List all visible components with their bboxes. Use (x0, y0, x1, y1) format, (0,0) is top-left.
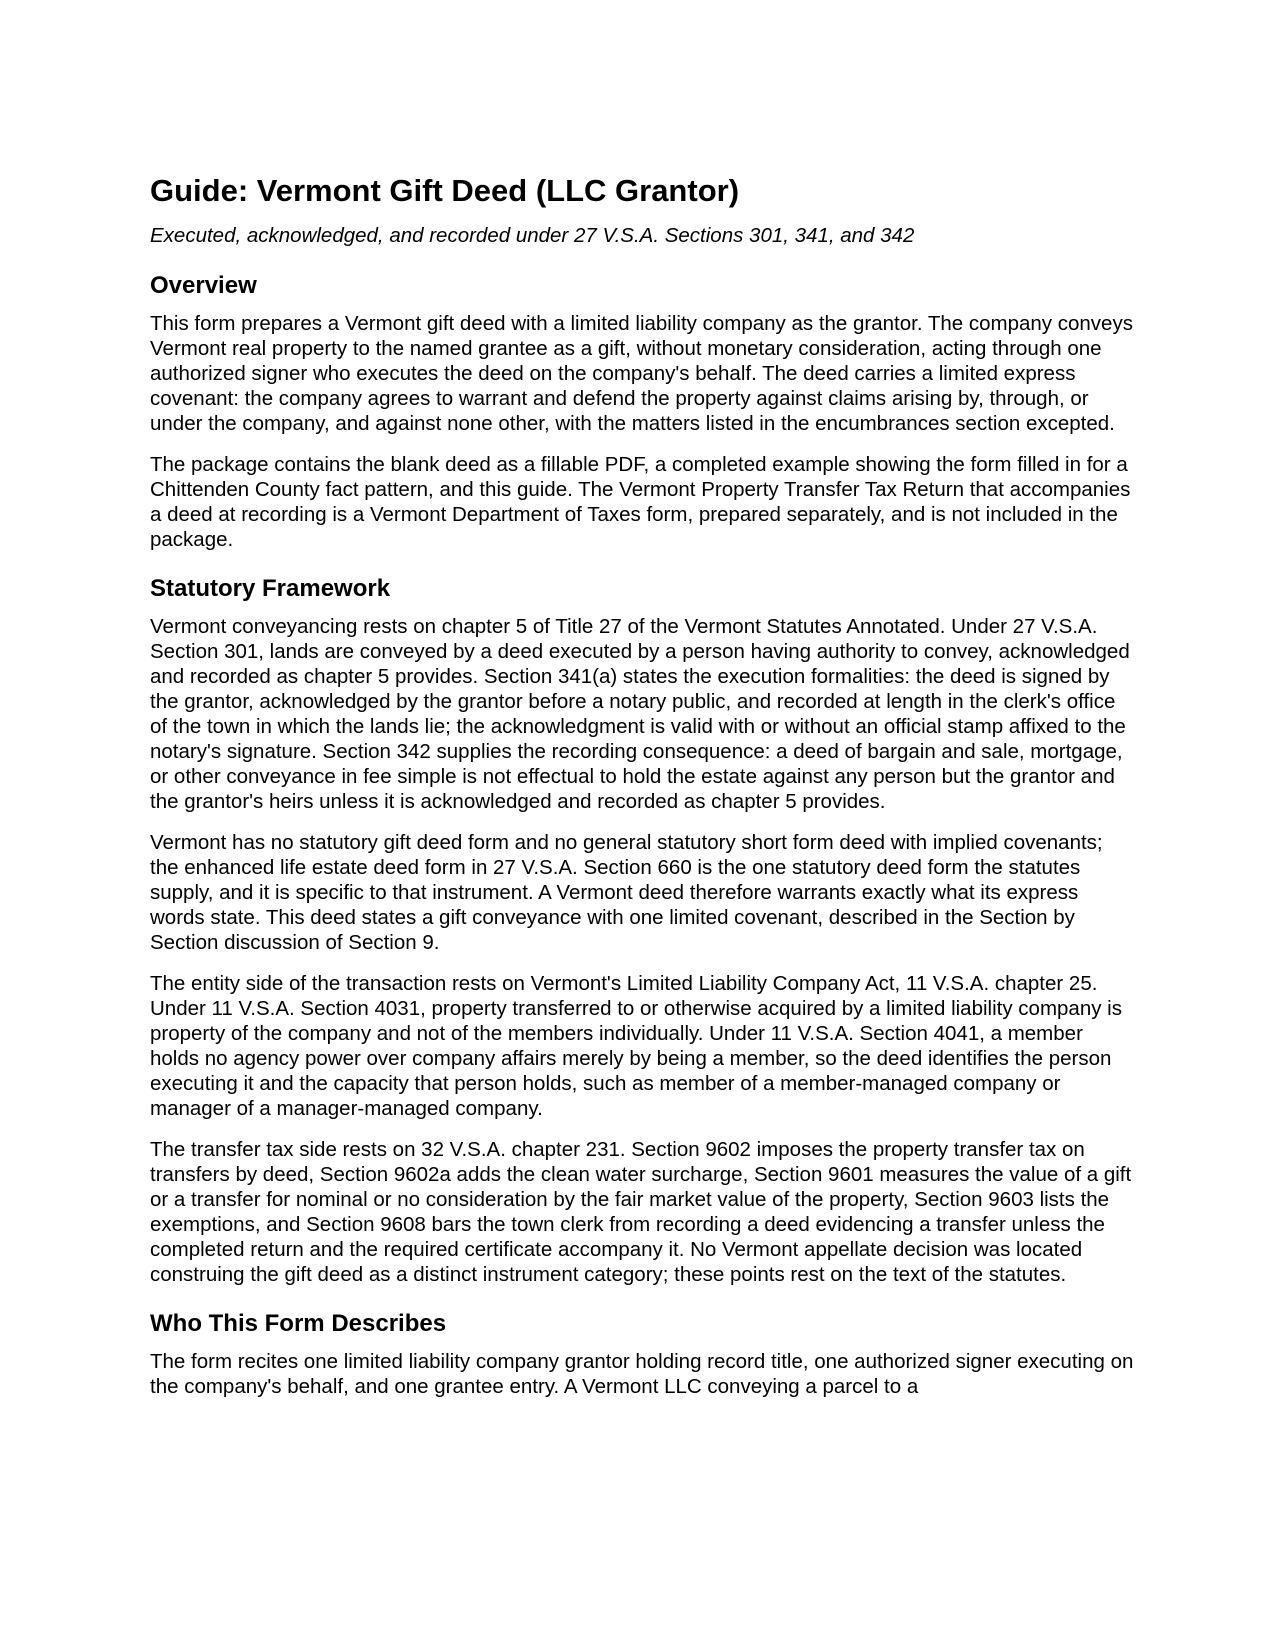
document-subtitle: Executed, acknowledged, and recorded under 27 V.S.A. Sections 301, 341, and 342 (150, 224, 915, 248)
section-who-this-form-describes (150, 1309, 1135, 1399)
section-statutory-framework (150, 574, 1135, 1287)
document-title: Guide: Vermont Gift Deed (LLC Grantor) (150, 173, 740, 208)
section-heading: Who This Form Describes (150, 1309, 447, 1337)
section-heading: Overview (150, 271, 257, 299)
paragraph: This form prepares a Vermont gift deed with a limited liability company as the grantor. The company conveys Vermont real property to the named grantee as a gift, without monetary consideration, acting through one authorized signer who executes the deed on the company's behalf. The deed carries a limited express covenant: the company agrees to warrant and defend the property against claims arising by, through, or under the company, and against none other, with the matters listed in the encumbrances section excepted. (150, 311, 1133, 435)
paragraph: The form recites one limited liability company grantor holding record title, one authorized signer executing on the company's behalf, and one grantee entry. A Vermont LLC conveying a parcel to a (150, 1349, 1134, 1398)
paragraph: The package contains the blank deed as a fillable PDF, a completed example showing the form filled in for a Chittenden County fact pattern, and this guide. The Vermont Property Transfer Tax Return that accompanies a deed at recording is a Vermont Department of Taxes form, prepared separately, and is not included in the package. (150, 452, 1131, 551)
paragraph: The entity side of the transaction rests on Vermont's Limited Liability Company Act, 11 V.S.A. chapter 25. Under 11 V.S.A. Section 4031, property transferred to or otherwise acquired by a limited liability company is property of the company and not of the members individually. Under 11 V.S.A. Section 4041, a member holds no agency power over company affairs merely by being a member, so the deed identifies the person executing it and the capacity that person holds, such as member of a member-managed company or manager of a manager-managed company. (150, 971, 1122, 1120)
paragraph: Vermont conveyancing rests on chapter 5 of Title 27 of the Vermont Statutes Annotated. Under 27 V.S.A. Section 301, lands are conveyed by a deed executed by a person having authority to convey, acknowledged and recorded as chapter 5 provides. Section 341(a) states the execution formalities: the deed is signed by the grantor, acknowledged by the grantor before a notary public, and recorded at length in the clerk's office of the town in which the lands lie; the acknowledgment is valid with or without an official stamp affixed to the notary's signature. Section 342 supplies the recording consequence: a deed of bargain and sale, mortgage, or other conveyance in fee simple is not effectual to hold the estate against any person but the grantor and the grantor's heirs unless it is acknowledged and recorded as chapter 5 provides. (150, 614, 1130, 813)
section-heading: Statutory Framework (150, 574, 391, 602)
document-page (150, 172, 1135, 1399)
paragraph: Vermont has no statutory gift deed form and no general statutory short form deed with implied covenants; the enhanced life estate deed form in 27 V.S.A. Section 660 is the one statutory deed form the statutes supply, and it is specific to that instrument. A Vermont deed therefore warrants exactly what its express words state. This deed states a gift conveyance with one limited covenant, described in the Section by Section discussion of Section 9. (150, 830, 1103, 954)
section-overview (150, 271, 1135, 552)
paragraph: The transfer tax side rests on 32 V.S.A. chapter 231. Section 9602 imposes the property transfer tax on transfers by deed, Section 9602a adds the clean water surcharge, Section 9601 measures the value of a gift or a transfer for nominal or no consideration by the fair market value of the property, Section 9603 lists the exemptions, and Section 9608 bars the town clerk from recording a deed evidencing a transfer unless the completed return and the required certificate accompany it. No Vermont appellate decision was located construing the gift deed as a distinct instrument category; these points rest on the text of the statutes. (150, 1137, 1132, 1286)
